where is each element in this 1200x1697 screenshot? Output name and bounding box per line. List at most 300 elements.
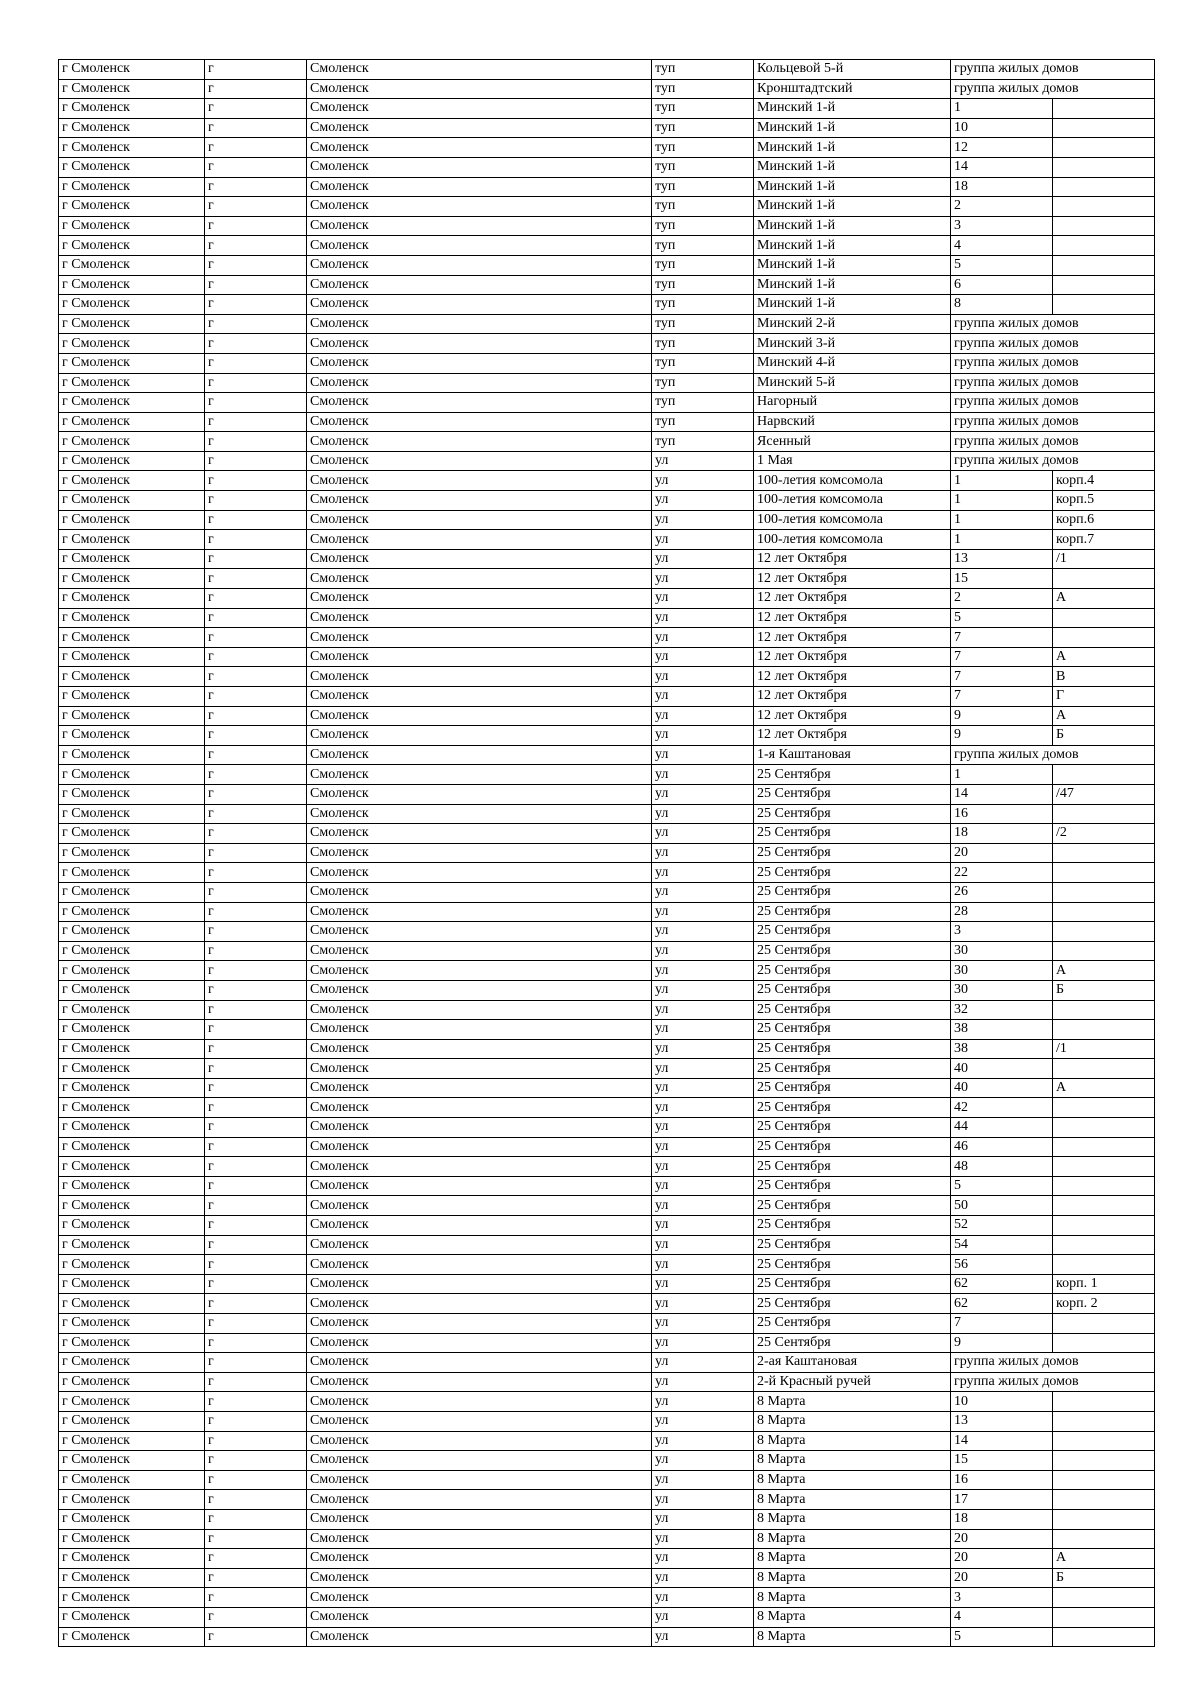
building-cell: /47: [1053, 784, 1155, 804]
street-cell: Кронштадтский: [754, 79, 951, 99]
street-cell: Минский 4-й: [754, 353, 951, 373]
building-cell: Б: [1053, 980, 1155, 1000]
street-cell: Нагорный: [754, 393, 951, 413]
city-cell: г Смоленск: [59, 334, 205, 354]
street-cell: Кольцевой 5-й: [754, 60, 951, 80]
city-cell: г Смоленск: [59, 1470, 205, 1490]
city-cell: г Смоленск: [59, 1059, 205, 1079]
street-cell: 25 Сентября: [754, 1235, 951, 1255]
street-type-cell: ул: [652, 1392, 754, 1412]
city-cell: г Смоленск: [59, 99, 205, 119]
type-cell: г: [205, 373, 307, 393]
street-type-cell: ул: [652, 1059, 754, 1079]
type-cell: г: [205, 706, 307, 726]
building-cell: [1053, 1059, 1155, 1079]
name-cell: Смоленск: [307, 530, 652, 550]
name-cell: Смоленск: [307, 216, 652, 236]
table-row: [59, 197, 1155, 217]
building-cell: [1053, 628, 1155, 648]
house-cell: 30: [951, 980, 1053, 1000]
name-cell: Смоленск: [307, 1216, 652, 1236]
building-cell: [1053, 569, 1155, 589]
type-cell: г: [205, 255, 307, 275]
street-cell: 12 лет Октября: [754, 667, 951, 687]
city-cell: г Смоленск: [59, 745, 205, 765]
table-row: [59, 961, 1155, 981]
building-cell: [1053, 1470, 1155, 1490]
name-cell: Смоленск: [307, 1274, 652, 1294]
street-cell: Минский 5-й: [754, 373, 951, 393]
house-cell: 12: [951, 138, 1053, 158]
table-row: [59, 1568, 1155, 1588]
type-cell: г: [205, 1078, 307, 1098]
house-cell: 16: [951, 804, 1053, 824]
house-cell: 20: [951, 1568, 1053, 1588]
building-cell: А: [1053, 706, 1155, 726]
building-cell: [1053, 804, 1155, 824]
type-cell: г: [205, 549, 307, 569]
house-cell: 6: [951, 275, 1053, 295]
city-cell: г Смоленск: [59, 1216, 205, 1236]
type-cell: г: [205, 941, 307, 961]
house-cell: 46: [951, 1137, 1053, 1157]
city-cell: г Смоленск: [59, 530, 205, 550]
name-cell: Смоленск: [307, 314, 652, 334]
table-row: [59, 608, 1155, 628]
table-row: [59, 1235, 1155, 1255]
name-cell: Смоленск: [307, 1039, 652, 1059]
type-cell: г: [205, 1627, 307, 1647]
city-cell: г Смоленск: [59, 60, 205, 80]
name-cell: Смоленск: [307, 1118, 652, 1138]
street-type-cell: ул: [652, 1274, 754, 1294]
table-row: [59, 1509, 1155, 1529]
city-cell: г Смоленск: [59, 922, 205, 942]
street-cell: 8 Марта: [754, 1451, 951, 1471]
street-cell: 8 Марта: [754, 1411, 951, 1431]
street-cell: 25 Сентября: [754, 902, 951, 922]
city-cell: г Смоленск: [59, 1627, 205, 1647]
name-cell: Смоленск: [307, 451, 652, 471]
building-cell: корп.4: [1053, 471, 1155, 491]
name-cell: Смоленск: [307, 784, 652, 804]
type-cell: г: [205, 1039, 307, 1059]
building-cell: [1053, 1216, 1155, 1236]
street-cell: 25 Сентября: [754, 843, 951, 863]
table-row: [59, 432, 1155, 452]
table-row: [59, 1176, 1155, 1196]
name-cell: Смоленск: [307, 1059, 652, 1079]
name-cell: Смоленск: [307, 961, 652, 981]
city-cell: г Смоленск: [59, 1000, 205, 1020]
type-cell: г: [205, 824, 307, 844]
city-cell: г Смоленск: [59, 1607, 205, 1627]
building-cell: корп. 1: [1053, 1274, 1155, 1294]
street-type-cell: ул: [652, 1216, 754, 1236]
name-cell: Смоленск: [307, 1137, 652, 1157]
house-cell: 52: [951, 1216, 1053, 1236]
table-row: [59, 510, 1155, 530]
building-cell: А: [1053, 647, 1155, 667]
city-cell: г Смоленск: [59, 118, 205, 138]
street-cell: 25 Сентября: [754, 804, 951, 824]
street-type-cell: ул: [652, 530, 754, 550]
table-row: [59, 138, 1155, 158]
house-cell: 40: [951, 1059, 1053, 1079]
city-cell: г Смоленск: [59, 79, 205, 99]
street-cell: 8 Марта: [754, 1470, 951, 1490]
street-cell: 25 Сентября: [754, 1294, 951, 1314]
building-cell: [1053, 922, 1155, 942]
street-type-cell: ул: [652, 549, 754, 569]
street-cell: 25 Сентября: [754, 961, 951, 981]
street-type-cell: ул: [652, 706, 754, 726]
street-cell: 12 лет Октября: [754, 628, 951, 648]
house-cell: 13: [951, 549, 1053, 569]
table-row: [59, 589, 1155, 609]
name-cell: Смоленск: [307, 745, 652, 765]
city-cell: г Смоленск: [59, 236, 205, 256]
street-cell: 25 Сентября: [754, 1255, 951, 1275]
street-cell: 25 Сентября: [754, 1176, 951, 1196]
street-type-cell: ул: [652, 941, 754, 961]
building-cell: [1053, 1255, 1155, 1275]
table-row: [59, 530, 1155, 550]
name-cell: Смоленск: [307, 1431, 652, 1451]
table-row: [59, 255, 1155, 275]
table-row: [59, 353, 1155, 373]
house-cell: 17: [951, 1490, 1053, 1510]
house-cell: 32: [951, 1000, 1053, 1020]
table-row: [59, 1039, 1155, 1059]
table-row: [59, 1353, 1155, 1373]
name-cell: Смоленск: [307, 1157, 652, 1177]
street-type-cell: туп: [652, 275, 754, 295]
city-cell: г Смоленск: [59, 1411, 205, 1431]
name-cell: Смоленск: [307, 295, 652, 315]
name-cell: Смоленск: [307, 980, 652, 1000]
street-cell: Ясенный: [754, 432, 951, 452]
house-cell: 3: [951, 1588, 1053, 1608]
street-cell: 25 Сентября: [754, 1216, 951, 1236]
type-cell: г: [205, 1470, 307, 1490]
house-cell: 14: [951, 1431, 1053, 1451]
city-cell: г Смоленск: [59, 1157, 205, 1177]
building-cell: [1053, 138, 1155, 158]
name-cell: Смоленск: [307, 138, 652, 158]
building-cell: [1053, 1157, 1155, 1177]
table-row: [59, 1411, 1155, 1431]
house-cell: группа жилых домов: [951, 432, 1155, 452]
name-cell: Смоленск: [307, 687, 652, 707]
name-cell: Смоленск: [307, 373, 652, 393]
building-cell: корп.7: [1053, 530, 1155, 550]
type-cell: г: [205, 197, 307, 217]
street-type-cell: ул: [652, 1411, 754, 1431]
type-cell: г: [205, 118, 307, 138]
type-cell: г: [205, 1529, 307, 1549]
city-cell: г Смоленск: [59, 275, 205, 295]
house-cell: 20: [951, 843, 1053, 863]
city-cell: г Смоленск: [59, 295, 205, 315]
name-cell: Смоленск: [307, 1509, 652, 1529]
street-cell: 12 лет Октября: [754, 687, 951, 707]
house-cell: 42: [951, 1098, 1053, 1118]
city-cell: г Смоленск: [59, 1098, 205, 1118]
city-cell: г Смоленск: [59, 491, 205, 511]
house-cell: группа жилых домов: [951, 412, 1155, 432]
name-cell: Смоленск: [307, 1568, 652, 1588]
name-cell: Смоленск: [307, 197, 652, 217]
building-cell: [1053, 1392, 1155, 1412]
street-cell: Минский 1-й: [754, 216, 951, 236]
table-row: [59, 275, 1155, 295]
building-cell: Б: [1053, 726, 1155, 746]
city-cell: г Смоленск: [59, 628, 205, 648]
name-cell: Смоленск: [307, 393, 652, 413]
name-cell: Смоленск: [307, 1078, 652, 1098]
house-cell: 13: [951, 1411, 1053, 1431]
street-type-cell: ул: [652, 765, 754, 785]
street-type-cell: ул: [652, 569, 754, 589]
house-cell: 1: [951, 491, 1053, 511]
address-table-body: [59, 60, 1155, 1647]
building-cell: [1053, 1098, 1155, 1118]
street-type-cell: ул: [652, 1372, 754, 1392]
building-cell: [1053, 1451, 1155, 1471]
table-row: [59, 726, 1155, 746]
type-cell: г: [205, 1274, 307, 1294]
type-cell: г: [205, 1137, 307, 1157]
street-cell: 12 лет Октября: [754, 647, 951, 667]
street-cell: 25 Сентября: [754, 1078, 951, 1098]
building-cell: [1053, 1176, 1155, 1196]
street-cell: 25 Сентября: [754, 1333, 951, 1353]
street-type-cell: ул: [652, 1490, 754, 1510]
table-row: [59, 1470, 1155, 1490]
street-type-cell: ул: [652, 628, 754, 648]
street-cell: Минский 1-й: [754, 99, 951, 119]
house-cell: группа жилых домов: [951, 353, 1155, 373]
table-row: [59, 1196, 1155, 1216]
house-cell: 7: [951, 1314, 1053, 1334]
table-row: [59, 706, 1155, 726]
street-cell: 12 лет Октября: [754, 608, 951, 628]
name-cell: Смоленск: [307, 99, 652, 119]
house-cell: 5: [951, 1176, 1053, 1196]
table-row: [59, 1588, 1155, 1608]
city-cell: г Смоленск: [59, 451, 205, 471]
street-type-cell: ул: [652, 1294, 754, 1314]
table-row: [59, 1490, 1155, 1510]
street-cell: 25 Сентября: [754, 1157, 951, 1177]
type-cell: г: [205, 177, 307, 197]
street-cell: 25 Сентября: [754, 824, 951, 844]
table-row: [59, 177, 1155, 197]
street-type-cell: ул: [652, 1470, 754, 1490]
table-row: [59, 804, 1155, 824]
street-cell: Минский 1-й: [754, 138, 951, 158]
building-cell: корп.6: [1053, 510, 1155, 530]
city-cell: г Смоленск: [59, 1039, 205, 1059]
table-row: [59, 99, 1155, 119]
city-cell: г Смоленск: [59, 314, 205, 334]
name-cell: Смоленск: [307, 491, 652, 511]
house-cell: 3: [951, 216, 1053, 236]
house-cell: группа жилых домов: [951, 1353, 1155, 1373]
house-cell: группа жилых домов: [951, 60, 1155, 80]
street-cell: 8 Марта: [754, 1431, 951, 1451]
type-cell: г: [205, 1353, 307, 1373]
name-cell: Смоленск: [307, 882, 652, 902]
house-cell: 15: [951, 569, 1053, 589]
name-cell: Смоленск: [307, 1392, 652, 1412]
house-cell: 38: [951, 1020, 1053, 1040]
house-cell: 2: [951, 589, 1053, 609]
street-cell: 12 лет Октября: [754, 726, 951, 746]
building-cell: [1053, 1588, 1155, 1608]
city-cell: г Смоленск: [59, 471, 205, 491]
name-cell: Смоленск: [307, 471, 652, 491]
street-type-cell: ул: [652, 1607, 754, 1627]
street-type-cell: туп: [652, 216, 754, 236]
table-row: [59, 393, 1155, 413]
type-cell: г: [205, 1294, 307, 1314]
building-cell: [1053, 275, 1155, 295]
building-cell: корп. 2: [1053, 1294, 1155, 1314]
street-cell: 2-ая Каштановая: [754, 1353, 951, 1373]
city-cell: г Смоленск: [59, 902, 205, 922]
name-cell: Смоленск: [307, 549, 652, 569]
building-cell: [1053, 157, 1155, 177]
name-cell: Смоленск: [307, 353, 652, 373]
type-cell: г: [205, 882, 307, 902]
street-type-cell: ул: [652, 1333, 754, 1353]
street-type-cell: туп: [652, 314, 754, 334]
building-cell: [1053, 863, 1155, 883]
street-cell: 8 Марта: [754, 1509, 951, 1529]
house-cell: группа жилых домов: [951, 393, 1155, 413]
building-cell: [1053, 941, 1155, 961]
street-cell: 25 Сентября: [754, 1039, 951, 1059]
table-row: [59, 1255, 1155, 1275]
type-cell: г: [205, 726, 307, 746]
building-cell: [1053, 1490, 1155, 1510]
type-cell: г: [205, 1451, 307, 1471]
table-row: [59, 1098, 1155, 1118]
street-type-cell: туп: [652, 157, 754, 177]
street-type-cell: ул: [652, 451, 754, 471]
type-cell: г: [205, 687, 307, 707]
type-cell: г: [205, 157, 307, 177]
street-type-cell: туп: [652, 334, 754, 354]
building-cell: [1053, 216, 1155, 236]
type-cell: г: [205, 1235, 307, 1255]
type-cell: г: [205, 647, 307, 667]
house-cell: 20: [951, 1549, 1053, 1569]
name-cell: Смоленск: [307, 1411, 652, 1431]
city-cell: г Смоленск: [59, 863, 205, 883]
type-cell: г: [205, 1314, 307, 1334]
street-type-cell: ул: [652, 882, 754, 902]
street-cell: 25 Сентября: [754, 1118, 951, 1138]
type-cell: г: [205, 530, 307, 550]
name-cell: Смоленск: [307, 157, 652, 177]
building-cell: [1053, 902, 1155, 922]
house-cell: 38: [951, 1039, 1053, 1059]
name-cell: Смоленск: [307, 1588, 652, 1608]
house-cell: 48: [951, 1157, 1053, 1177]
table-row: [59, 79, 1155, 99]
house-cell: 4: [951, 236, 1053, 256]
street-type-cell: ул: [652, 1196, 754, 1216]
city-cell: г Смоленск: [59, 138, 205, 158]
name-cell: Смоленск: [307, 1549, 652, 1569]
house-cell: 7: [951, 667, 1053, 687]
house-cell: 9: [951, 726, 1053, 746]
type-cell: г: [205, 334, 307, 354]
city-cell: г Смоленск: [59, 1118, 205, 1138]
type-cell: г: [205, 412, 307, 432]
type-cell: г: [205, 922, 307, 942]
table-row: [59, 863, 1155, 883]
house-cell: 4: [951, 1607, 1053, 1627]
city-cell: г Смоленск: [59, 843, 205, 863]
table-row: [59, 941, 1155, 961]
table-row: [59, 1137, 1155, 1157]
name-cell: Смоленск: [307, 1470, 652, 1490]
house-cell: группа жилых домов: [951, 745, 1155, 765]
table-row: [59, 1078, 1155, 1098]
building-cell: Г: [1053, 687, 1155, 707]
city-cell: г Смоленск: [59, 197, 205, 217]
house-cell: 15: [951, 1451, 1053, 1471]
street-cell: 25 Сентября: [754, 1274, 951, 1294]
building-cell: [1053, 1431, 1155, 1451]
city-cell: г Смоленск: [59, 687, 205, 707]
type-cell: г: [205, 491, 307, 511]
table-row: [59, 1529, 1155, 1549]
house-cell: 7: [951, 628, 1053, 648]
city-cell: г Смоленск: [59, 706, 205, 726]
city-cell: г Смоленск: [59, 589, 205, 609]
city-cell: г Смоленск: [59, 1353, 205, 1373]
type-cell: г: [205, 99, 307, 119]
type-cell: г: [205, 608, 307, 628]
type-cell: г: [205, 804, 307, 824]
table-row: [59, 1627, 1155, 1647]
street-cell: Минский 1-й: [754, 157, 951, 177]
street-cell: 8 Марта: [754, 1529, 951, 1549]
house-cell: 50: [951, 1196, 1053, 1216]
name-cell: Смоленск: [307, 1353, 652, 1373]
house-cell: группа жилых домов: [951, 334, 1155, 354]
building-cell: А: [1053, 961, 1155, 981]
type-cell: г: [205, 471, 307, 491]
type-cell: г: [205, 1020, 307, 1040]
table-row: [59, 491, 1155, 511]
building-cell: [1053, 1020, 1155, 1040]
table-row: [59, 1020, 1155, 1040]
table-row: [59, 647, 1155, 667]
type-cell: г: [205, 275, 307, 295]
city-cell: г Смоленск: [59, 1529, 205, 1549]
street-cell: 25 Сентября: [754, 1020, 951, 1040]
house-cell: группа жилых домов: [951, 79, 1155, 99]
name-cell: Смоленск: [307, 941, 652, 961]
type-cell: г: [205, 1411, 307, 1431]
table-row: [59, 334, 1155, 354]
